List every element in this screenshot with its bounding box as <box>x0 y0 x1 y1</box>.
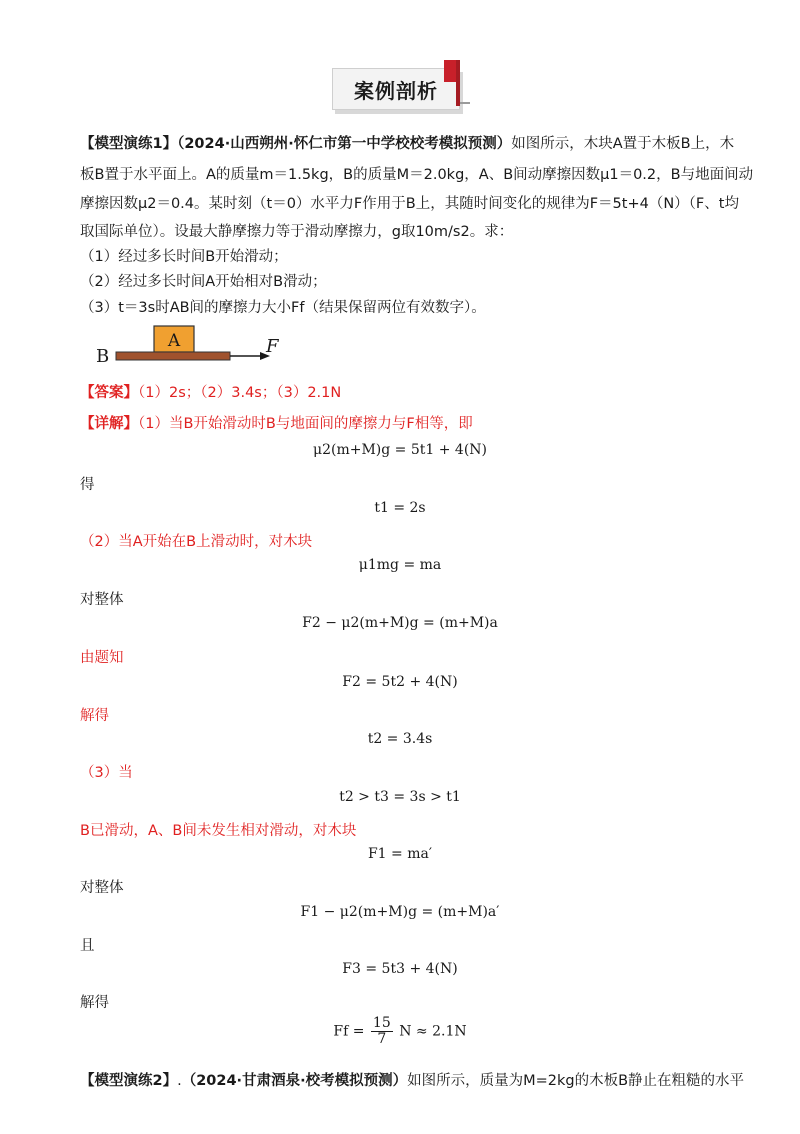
detail-tag: 【详解】 <box>80 416 138 432</box>
equation-10: F3 = 5t3 + 4(N) <box>342 961 458 977</box>
force-label: F <box>266 336 279 357</box>
equation-4: F2 − μ2(m+M)g = (m+M)a <box>302 615 498 631</box>
answer-tag: 【答案】 <box>80 385 138 401</box>
equation-11 <box>0 1016 800 1047</box>
section-banner <box>332 68 460 110</box>
text-known: 由题知 <box>80 650 124 666</box>
equation-11-lhs: Ff = <box>333 1023 365 1040</box>
text-whole-1: 对整体 <box>80 592 124 608</box>
detail-step2-text: （2）当A开始在B上滑动时，对木块 <box>80 534 313 550</box>
equation-3: μ1mg = ma <box>358 557 442 573</box>
equation-5: F2 = 5t2 + 4(N) <box>342 674 458 690</box>
problem2-line1 <box>80 1069 744 1090</box>
problem1-tag: 【模型演练1】 <box>80 136 178 152</box>
equation-6: t2 = 3.4s <box>367 731 433 747</box>
problem1-source: （2024·山西朔州·怀仁市第一中学校校考模拟预测） <box>177 136 512 152</box>
problem2-dot: . <box>177 1073 182 1089</box>
text-and: 且 <box>80 938 95 954</box>
problem1-line2: 板B置于水平面上。A的质量m＝1.5kg，B的质量M＝2.0kg，A、B间动摩擦因数μ1＝0.2，B与地面间动 <box>80 167 754 183</box>
equation-9: F1 − μ2(m+M)g = (m+M)a′ <box>300 904 500 920</box>
answer-line <box>80 381 341 402</box>
board-b-shape <box>116 352 230 360</box>
banner-flag-decoration <box>444 60 456 82</box>
section-title: 案例剖析 <box>354 79 438 103</box>
question-2: （2）经过多长时间A开始相对B滑动； <box>80 274 327 290</box>
banner-flag-pole <box>456 60 460 106</box>
equation-1: μ2(m+M)g = 5t1 + 4(N) <box>312 442 487 458</box>
detail-step1-text: （1）当B开始滑动时B与地面间的摩擦力与F相等，即 <box>138 416 473 432</box>
detail-step3b-text: B已滑动，A、B间未发生相对滑动，对木块 <box>80 823 357 839</box>
question-3: （3）t＝3s时AB间的摩擦力大小Ff（结果保留两位有效数字）。 <box>80 300 486 316</box>
equation-7: t2 > t3 = 3s > t1 <box>339 789 461 805</box>
fraction-denominator: 7 <box>377 1031 387 1047</box>
banner-underline <box>460 102 470 104</box>
answer-text: （1）2s；（2）3.4s；（3）2.1N <box>138 385 342 401</box>
equation-2: t1 = 2s <box>374 500 426 516</box>
detail-step3-text: （3）当 <box>80 765 133 781</box>
problem2-text: 如图所示，质量为M=2kg的木板B静止在粗糙的水平 <box>407 1073 745 1089</box>
problem1-line3: 摩擦因数μ2＝0.4。某时刻（t＝0）水平力F作用于B上，其随时间变化的规律为F＝5t+4（N）（F、t均 <box>80 196 739 212</box>
equation-11-fraction <box>371 1016 393 1047</box>
problem1-line1 <box>80 132 734 153</box>
block-a-label: A <box>167 331 181 351</box>
board-b-label: B <box>96 346 110 367</box>
text-whole-2: 对整体 <box>80 880 124 896</box>
text-de-1: 得 <box>80 477 95 493</box>
detail-line1 <box>80 412 473 433</box>
equation-11-rhs: N ≈ 2.1N <box>399 1023 467 1040</box>
block-board-figure <box>90 322 300 370</box>
problem2-tag: 【模型演练2】 <box>80 1073 178 1089</box>
question-1: （1）经过多长时间B开始滑动； <box>80 249 288 265</box>
equation-8: F1 = ma′ <box>367 846 433 862</box>
fraction-numerator: 15 <box>372 1015 391 1031</box>
problem1-line4: 取国际单位）。设最大静摩擦力等于滑动摩擦力，g取10m/s2。求： <box>80 224 514 240</box>
problem2-source: （2024·甘肃酒泉·校考模拟预测） <box>181 1073 408 1089</box>
text-solve-2: 解得 <box>80 995 109 1011</box>
problem1-line1-text: 如图所示，木块A置于木板B上，木 <box>511 136 735 152</box>
text-solve-1: 解得 <box>80 708 109 724</box>
